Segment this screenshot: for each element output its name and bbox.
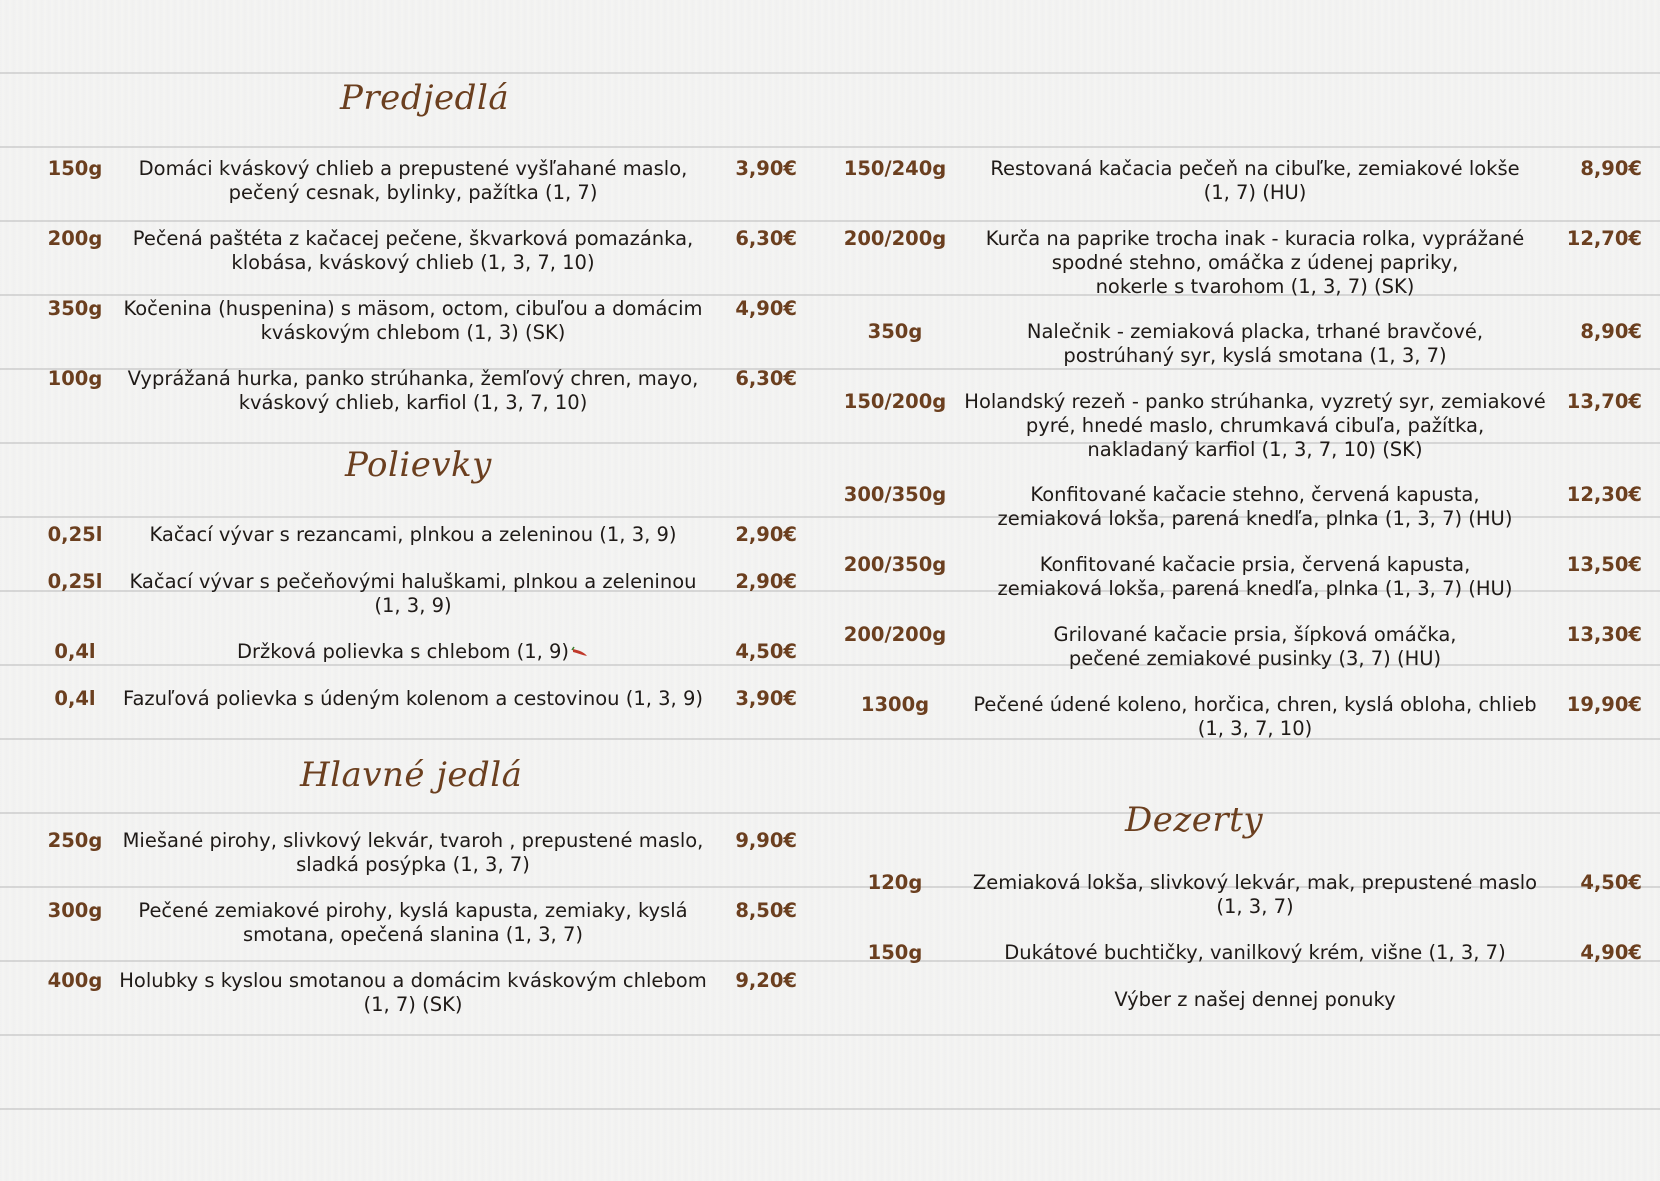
item-price: 8,50€ xyxy=(735,899,797,922)
item-price: 2,90€ xyxy=(735,570,797,593)
item-weight: 150g xyxy=(47,157,103,180)
item-price: 4,90€ xyxy=(735,297,797,320)
item-price: 13,30€ xyxy=(1566,623,1642,646)
item-description: Nalečnik - zemiaková placka, trhané bravčové, postrúhaný syr, kyslá smotana (1, 3, 7) xyxy=(1026,320,1484,367)
item-price: 8,90€ xyxy=(1580,320,1642,343)
item-description: Pečená paštéta z kačacej pečene, škvarková pomazánka, klobása, kváskový chlieb (1, 3, 7, 10) xyxy=(132,227,694,274)
item-price: 12,30€ xyxy=(1566,483,1642,506)
item-weight: 200g xyxy=(47,227,103,250)
item-description: Holandský rezeň - panko strúhanka, vyzretý syr, zemiakové pyré, hnedé maslo, chrumkavá cibuľa, pažítka, nakladaný karfiol (1, 3, 7, 10) (SK) xyxy=(964,390,1546,461)
item-weight: 400g xyxy=(47,969,103,992)
section-title-hlavne-jedla: Hlavné jedlá xyxy=(300,755,523,795)
item-price: 6,30€ xyxy=(735,227,797,250)
item-price: 19,90€ xyxy=(1566,693,1642,716)
item-weight: 200/350g xyxy=(843,553,947,576)
item-weight: 300/350g xyxy=(843,483,947,506)
item-description: Domáci kváskový chlieb a prepustené vyšľahané maslo, pečený cesnak, bylinky, pažítka (1, 7) xyxy=(138,157,688,204)
item-weight: 100g xyxy=(47,367,103,390)
item-description: Holubky s kyslou smotanou a domácim kváskovým chlebom (1, 7) (SK) xyxy=(119,969,707,1016)
item-description: Konfitované kačacie prsia, červená kapusta, zemiaková lokša, parená knedľa, plnka (1, 3, 7) (HU) xyxy=(997,553,1513,600)
daily-offer-note: Výber z našej dennej ponuky xyxy=(1114,988,1396,1011)
item-weight: 350g xyxy=(867,320,923,343)
item-price: 8,90€ xyxy=(1580,157,1642,180)
item-weight: 200/200g xyxy=(843,623,947,646)
item-description: Pečené údené koleno, horčica, chren, kyslá obloha, chlieb (1, 3, 7, 10) xyxy=(973,693,1537,740)
item-description: Zemiaková lokša, slivkový lekvár, mak, prepustené maslo (1, 3, 7) xyxy=(972,871,1538,918)
chili-pepper-icon xyxy=(571,646,589,658)
item-description: Držková polievka s chlebom (1, 9) xyxy=(236,640,570,663)
item-weight: 150/200g xyxy=(843,390,947,413)
item-weight: 0,4l xyxy=(54,687,96,710)
item-price: 12,70€ xyxy=(1566,227,1642,250)
section-title-dezerty: Dezerty xyxy=(1125,800,1264,840)
item-description: Pečené zemiakové pirohy, kyslá kapusta, zemiaky, kyslá smotana, opečená slanina (1, 3, 7) xyxy=(138,899,688,946)
item-weight: 1300g xyxy=(860,693,930,716)
item-weight: 150/240g xyxy=(843,157,947,180)
item-description: Restovaná kačacia pečeň na cibuľke, zemiakové lokše (1, 7) (HU) xyxy=(990,157,1520,204)
item-price: 6,30€ xyxy=(735,367,797,390)
item-description: Dukátové buchtičky, vanilkový krém, višne (1, 3, 7) xyxy=(1004,941,1506,964)
item-price: 2,90€ xyxy=(735,523,797,546)
item-description: Vyprážaná hurka, panko strúhanka, žemľový chren, mayo, kváskový chlieb, karfiol (1, 3, 7, 10) xyxy=(127,367,699,414)
item-price: 3,90€ xyxy=(735,157,797,180)
item-description: Kačací vývar s pečeňovými haluškami, plnkou a zeleninou (1, 3, 9) xyxy=(129,570,697,617)
item-description: Miešané pirohy, slivkový lekvár, tvaroh , prepustené maslo, sladká posýpka (1, 3, 7) xyxy=(122,829,704,876)
item-price: 13,70€ xyxy=(1566,390,1642,413)
item-description: Konfitované kačacie stehno, červená kapusta, zemiaková lokša, parená knedľa, plnka (1, 3, 7) (HU) xyxy=(997,483,1513,530)
item-price: 9,20€ xyxy=(735,969,797,992)
item-description: Kočenina (huspenina) s mäsom, octom, cibuľou a domácim kváskovým chlebom (1, 3) (SK) xyxy=(123,297,703,344)
item-weight: 0,25l xyxy=(47,523,103,546)
item-weight: 300g xyxy=(47,899,103,922)
item-price: 4,90€ xyxy=(1580,941,1642,964)
item-weight: 250g xyxy=(47,829,103,852)
section-title-predjedla: Predjedlá xyxy=(340,78,510,118)
section-title-polievky: Polievky xyxy=(345,445,492,485)
item-weight: 0,25l xyxy=(47,570,103,593)
item-weight: 120g xyxy=(867,871,923,894)
item-weight: 0,4l xyxy=(54,640,96,663)
item-price: 9,90€ xyxy=(735,829,797,852)
item-price: 4,50€ xyxy=(735,640,797,663)
item-weight: 150g xyxy=(867,941,923,964)
item-price: 4,50€ xyxy=(1580,871,1642,894)
item-price: 13,50€ xyxy=(1566,553,1642,576)
item-description: Kurča na paprike trocha inak - kuracia rolka, vyprážané spodné stehno, omáčka z údenej papriky, nokerle s tvarohom (1, 3, 7) (SK) xyxy=(985,227,1525,298)
item-description: Fazuľová polievka s údeným kolenom a cestovinou (1, 3, 9) xyxy=(123,687,703,710)
item-description: Grilované kačacie prsia, šípková omáčka, pečené zemiakové pusinky (3, 7) (HU) xyxy=(1053,623,1457,670)
item-weight: 200/200g xyxy=(843,227,947,250)
item-weight: 350g xyxy=(47,297,103,320)
item-description: Kačací vývar s rezancami, plnkou a zeleninou (1, 3, 9) xyxy=(149,523,677,546)
item-description-row xyxy=(118,640,708,664)
item-price: 3,90€ xyxy=(735,687,797,710)
